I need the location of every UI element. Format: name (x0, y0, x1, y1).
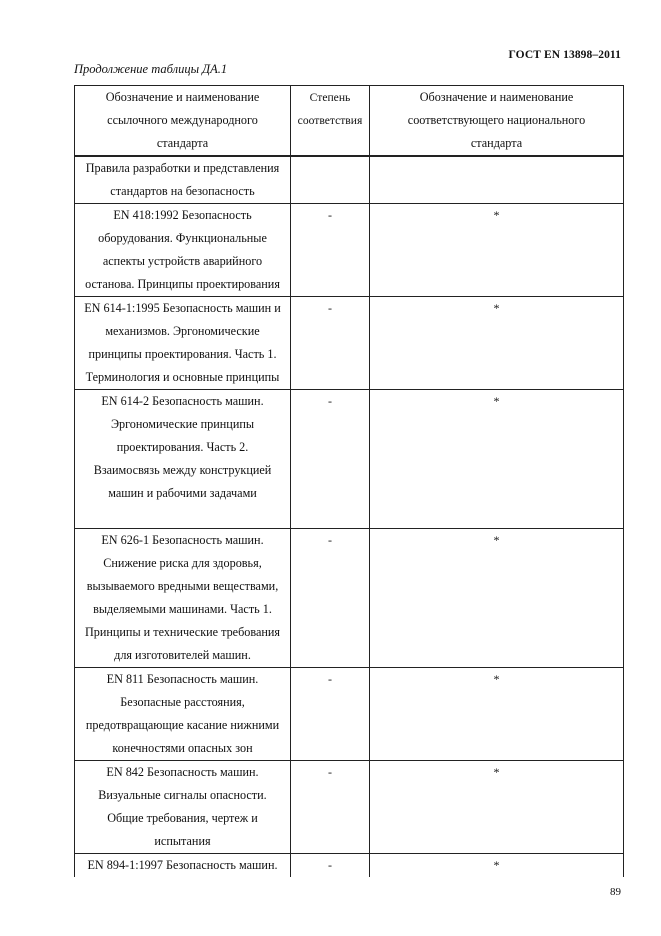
cell-international-standard (75, 156, 291, 204)
cell-line: аспекты устройств аварийного (102, 254, 263, 268)
cell-line: EN 626-1 Безопасность машин. (101, 533, 264, 547)
cell-line: механизмов. Эргономические (105, 324, 260, 338)
cell-degree-of-correspondence: - (291, 854, 370, 878)
table-row (75, 761, 624, 854)
cell-line: проектирования. Часть 2. (116, 440, 249, 454)
cell-international-standard (75, 668, 291, 761)
table-row (75, 854, 624, 878)
cell-national-standard: * (370, 854, 624, 878)
header-line: Обозначение и наименование (105, 90, 260, 104)
cell-national-standard: * (370, 668, 624, 761)
cell-international-standard (75, 529, 291, 668)
cell-line: Общие требования, чертеж и (107, 811, 258, 825)
header-line: Степень (309, 91, 351, 104)
cell-line: конечностями опасных зон (112, 741, 253, 755)
header-line: стандарта (156, 136, 209, 150)
cell-line: Взаимосвязь между конструкцией (93, 463, 272, 477)
cell-national-standard: * (370, 390, 624, 529)
cell-degree-of-correspondence: - (291, 204, 370, 297)
cell-line: Правила разработки и представления (85, 161, 280, 175)
table-row (75, 204, 624, 297)
cell-line: EN 418:1992 Безопасность (113, 208, 252, 222)
cell-degree-of-correspondence: - (291, 761, 370, 854)
cell-line: Эргономические принципы (110, 417, 255, 431)
cell-degree-of-correspondence: - (291, 668, 370, 761)
cell-line: EN 842 Безопасность машин. (106, 765, 259, 779)
table-row (75, 156, 624, 204)
cell-line: EN 614-2 Безопасность машин. (101, 394, 264, 408)
cell-international-standard (75, 390, 291, 529)
cell-international-standard (75, 297, 291, 390)
cell-line: Безопасные расстояния, (120, 695, 245, 709)
cell-degree-of-correspondence: - (291, 529, 370, 668)
header-line: Обозначение и наименование (419, 90, 574, 104)
cell-line: предотвращающие касание нижними (85, 718, 280, 732)
cell-line: вызываемого вредными веществами, (86, 579, 279, 593)
table-body (75, 156, 624, 877)
cell-line: EN 894-1:1997 Безопасность машин. (87, 858, 278, 872)
table-row (75, 390, 624, 529)
table-row (75, 529, 624, 668)
cell-line: оборудования. Функциональные (98, 231, 267, 245)
table-caption: Продолжение таблицы ДА.1 (74, 62, 228, 76)
cell-line: машин и рабочими задачами (108, 486, 257, 500)
cell-line: Снижение риска для здоровья, (103, 556, 262, 570)
cell-international-standard (75, 761, 291, 854)
cell-international-standard (75, 854, 291, 878)
cell-line: Принципы и технические требования (84, 625, 281, 639)
cell-line: EN 811 Безопасность машин. (106, 672, 259, 686)
cell-national-standard: * (370, 204, 624, 297)
cell-line: EN 614-1:1995 Безопасность машин и (84, 301, 281, 315)
document-code: ГОСТ EN 13898–2011 (508, 49, 621, 61)
cell-degree-of-correspondence (291, 156, 370, 204)
cell-degree-of-correspondence: - (291, 390, 370, 529)
cell-line: для изготовителей машин. (114, 648, 251, 662)
cell-line: выделяемыми машинами. Часть 1. (93, 602, 272, 616)
header-line: стандарта (470, 136, 523, 150)
standards-table (74, 85, 624, 877)
cell-line: Визуальные сигналы опасности. (98, 788, 267, 802)
table-header-row (75, 86, 624, 157)
cell-national-standard: * (370, 529, 624, 668)
cell-line: испытания (154, 834, 211, 848)
table-row (75, 297, 624, 390)
cell-degree-of-correspondence: - (291, 297, 370, 390)
cell-international-standard (75, 204, 291, 297)
cell-national-standard (370, 156, 624, 204)
page-number: 89 (610, 886, 621, 898)
cell-national-standard: * (370, 761, 624, 854)
cell-line: стандартов на безопасность (110, 184, 255, 198)
header-line: соответствия (297, 114, 363, 127)
cell-national-standard: * (370, 297, 624, 390)
cell-line (75, 505, 290, 528)
cell-line: останова. Принципы проектирования (85, 277, 280, 291)
header-international-standard (75, 86, 291, 157)
cell-line: Терминология и основные принципы (85, 370, 280, 384)
cell-line: принципы проектирования. Часть 1. (88, 347, 277, 361)
header-degree-of-correspondence (291, 86, 370, 157)
header-line: соответствующего национального (407, 113, 586, 127)
table-row (75, 668, 624, 761)
header-national-standard (370, 86, 624, 157)
header-line: ссылочного международного (107, 113, 258, 127)
